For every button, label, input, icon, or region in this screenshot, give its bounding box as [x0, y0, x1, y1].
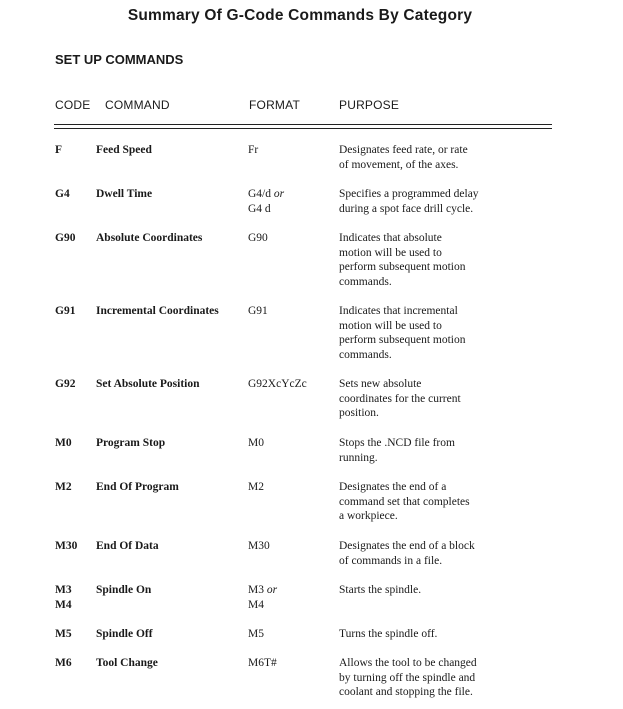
- command-name: End Of Data: [96, 540, 159, 552]
- command-format-text: M0: [248, 437, 264, 449]
- command-purpose: [339, 436, 539, 465]
- command-format-line: [248, 480, 264, 495]
- command-purpose-line: during a spot face drill cycle.: [339, 202, 474, 215]
- header-rule-bottom: [54, 128, 552, 129]
- command-format-line: [248, 143, 258, 158]
- command-format-line: [248, 187, 284, 202]
- command-format-line: [248, 656, 277, 671]
- command-format-text: M30: [248, 540, 270, 552]
- command-format-line: [248, 598, 277, 613]
- command-purpose: [339, 304, 539, 362]
- command-format-line: [248, 436, 264, 451]
- command-code-line: M4: [55, 598, 72, 611]
- command-code-line: G92: [55, 378, 76, 390]
- command-code-line: M3: [55, 584, 72, 596]
- command-name: Spindle On: [96, 584, 152, 596]
- command-code-line: M0: [55, 437, 72, 449]
- command-code: [55, 377, 75, 392]
- command-code: [55, 583, 72, 612]
- command-purpose: [339, 377, 539, 421]
- command-purpose-line: position.: [339, 407, 379, 420]
- command-name: Feed Speed: [96, 144, 152, 156]
- column-header-format: FORMAT: [249, 98, 300, 112]
- command-code: [55, 304, 75, 319]
- command-format-text: G91: [248, 305, 268, 317]
- command-code: [55, 627, 72, 642]
- command-name: Dwell Time: [96, 188, 153, 200]
- command-code-line: M6: [55, 657, 72, 669]
- command-name: Spindle Off: [96, 628, 153, 640]
- command-purpose-line: Allows the tool to be changed: [339, 657, 477, 669]
- command-code-line: G91: [55, 305, 76, 317]
- command-purpose-line: Designates the end of a: [339, 481, 447, 493]
- command-name: Set Absolute Position: [96, 378, 200, 390]
- header-rule-top: [54, 124, 552, 125]
- command-purpose-line: coordinates for the current: [339, 392, 461, 405]
- command-code: [55, 480, 72, 495]
- command-purpose-line: by turning off the spindle and: [339, 671, 476, 684]
- command-code-line: M5: [55, 628, 72, 640]
- command-purpose-line: Designates the end of a block: [339, 540, 475, 552]
- command-purpose-line: a workpiece.: [339, 510, 398, 523]
- command-name: Absolute Coordinates: [96, 232, 203, 244]
- command-format: [248, 187, 284, 216]
- command-format-text: M4: [248, 598, 264, 611]
- page-title: Summary Of G-Code Commands By Category: [127, 7, 473, 24]
- command-code: [55, 436, 72, 451]
- command-format: [248, 656, 277, 671]
- command-purpose-line: motion will be used to: [339, 319, 442, 332]
- command-format: [248, 304, 268, 319]
- command-code-line: M2: [55, 481, 72, 493]
- command-purpose-line: Sets new absolute: [339, 378, 422, 390]
- command-purpose-line: perform subsequent motion: [339, 261, 466, 274]
- command-format-text: Fr: [248, 144, 259, 156]
- command-purpose-line: motion will be used to: [339, 246, 442, 259]
- command-purpose-line: of commands in a file.: [339, 554, 443, 567]
- command-code-line: M30: [55, 540, 78, 552]
- command-format-or: or: [266, 584, 278, 596]
- command-purpose-line: of movement, of the axes.: [339, 158, 459, 171]
- command-purpose-line: perform subsequent motion: [339, 334, 466, 347]
- command-purpose-line: Turns the spindle off.: [339, 628, 438, 640]
- command-purpose-line: Stops the .NCD file from: [339, 437, 455, 449]
- command-code: [55, 143, 62, 158]
- command-format-line: [248, 377, 307, 392]
- command-name: Incremental Coordinates: [96, 305, 219, 317]
- command-purpose-line: Starts the spindle.: [339, 584, 422, 596]
- command-purpose-line: Indicates that incremental: [339, 305, 458, 317]
- column-header-code: CODE: [55, 98, 91, 112]
- command-code-line: G90: [55, 232, 76, 244]
- command-format-text: M6T#: [248, 657, 277, 669]
- command-format-text: G92XcYcZc: [248, 378, 307, 390]
- command-code: [55, 231, 75, 246]
- command-code: [55, 539, 77, 554]
- command-code: [55, 656, 72, 671]
- command-purpose: [339, 480, 539, 524]
- command-format-line: [248, 627, 264, 642]
- command-format-text: G90: [248, 232, 268, 244]
- command-purpose: [339, 187, 539, 216]
- command-purpose-line: Specifies a programmed delay: [339, 188, 479, 200]
- command-format-line: [248, 583, 277, 598]
- command-purpose-line: Indicates that absolute: [339, 232, 442, 244]
- command-purpose-line: Designates feed rate, or rate: [339, 144, 468, 156]
- command-format: [248, 377, 307, 392]
- command-format-or: or: [273, 188, 285, 200]
- command-format-text: G4 d: [248, 202, 271, 215]
- command-format-text: M3: [248, 584, 264, 596]
- command-code: [55, 187, 70, 202]
- command-purpose: [339, 231, 539, 289]
- command-purpose: [339, 539, 539, 568]
- column-header-purpose: PURPOSE: [339, 98, 400, 112]
- command-purpose-line: running.: [339, 451, 378, 464]
- command-purpose-line: coolant and stopping the file.: [339, 686, 473, 699]
- command-name: Tool Change: [96, 657, 158, 669]
- command-purpose: [339, 583, 539, 598]
- command-format: [248, 627, 264, 642]
- command-code-line: G4: [55, 188, 70, 200]
- command-purpose-line: commands.: [339, 348, 392, 361]
- command-purpose: [339, 656, 539, 700]
- command-purpose: [339, 143, 539, 172]
- command-name: End Of Program: [96, 481, 179, 493]
- command-purpose-line: commands.: [339, 275, 392, 288]
- command-format-line: [248, 231, 268, 246]
- column-header-command: COMMAND: [105, 98, 170, 112]
- command-format: [248, 231, 268, 246]
- command-format: [248, 539, 270, 554]
- command-code-line: F: [55, 144, 63, 156]
- command-format-line: [248, 539, 270, 554]
- command-format: [248, 480, 264, 495]
- command-format: [248, 583, 277, 612]
- command-format-text: G4/d: [248, 188, 271, 200]
- command-name: Program Stop: [96, 437, 166, 449]
- command-format: [248, 143, 258, 158]
- command-format-line: [248, 304, 268, 319]
- command-purpose-line: command set that completes: [339, 495, 470, 508]
- command-purpose: [339, 627, 539, 642]
- section-heading: SET UP COMMANDS: [55, 52, 184, 67]
- command-format-line: [248, 202, 284, 217]
- command-format-text: M2: [248, 481, 264, 493]
- command-format-text: M5: [248, 628, 264, 640]
- command-format: [248, 436, 264, 451]
